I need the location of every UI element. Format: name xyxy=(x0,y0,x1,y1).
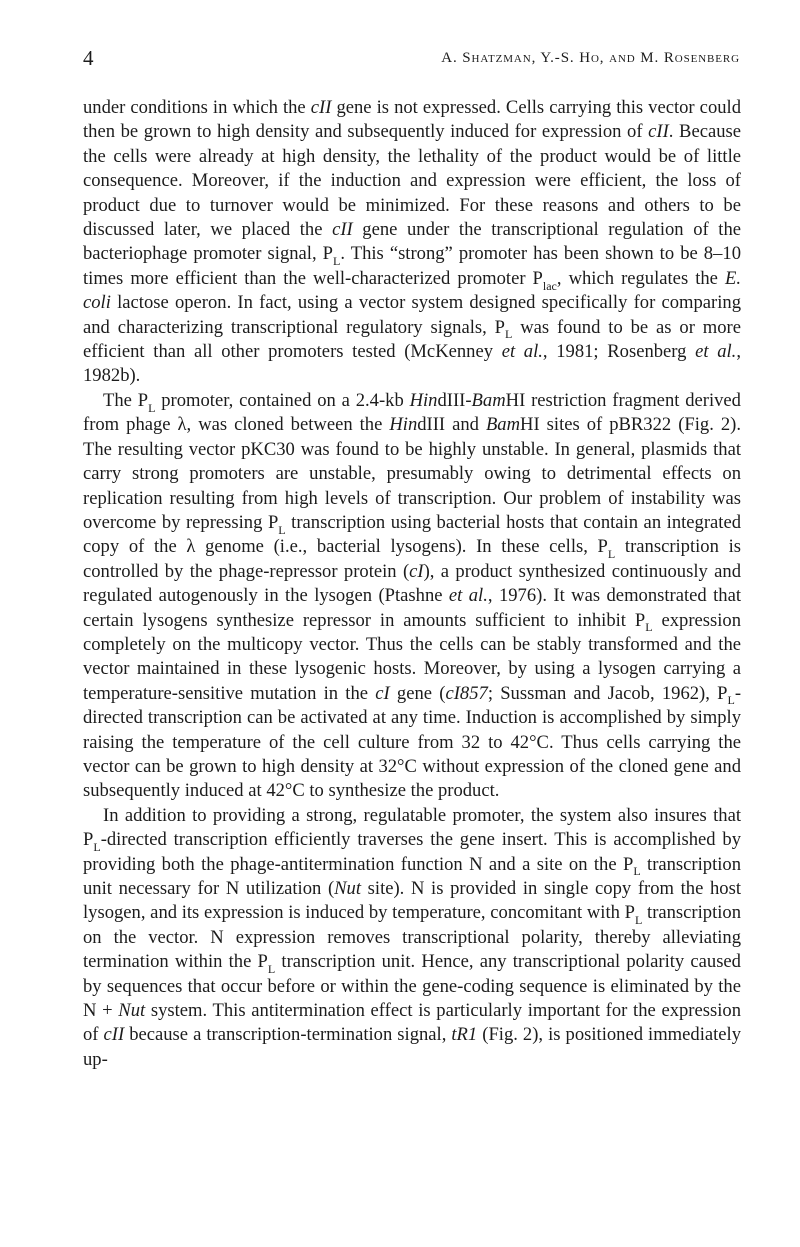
text-run: lactose operon. In fact, using a vector system designed specifically for comparing and characterizing transcriptional regulatory signals, P xyxy=(83,292,741,338)
italic-term: cI xyxy=(409,560,424,582)
text-run: dIII and xyxy=(417,414,486,436)
subscript: L xyxy=(607,547,616,562)
text-run: gene is not expressed. Cells carrying this vector could then be grown to high density and subsequently induced for expression of xyxy=(83,97,741,143)
italic-term: cII xyxy=(310,97,332,118)
running-head: A. Shatzman, Y.-S. Ho, and M. Rosenberg xyxy=(441,50,740,66)
italic-term: tR1 xyxy=(451,1024,478,1046)
paragraph xyxy=(83,804,741,1072)
italic-term: Nut xyxy=(118,1000,146,1022)
text-run: HI sites of pBR322 (Fig. 2). The resulting vector pKC30 was found to be highly unstable. In general, plasmids that carry strong promoters are unstable, presumably owing to detrimental effects on replication resulting from high levels of transcription. Our problem of instability was overcome by repressing P xyxy=(83,414,741,533)
paragraph xyxy=(83,389,741,804)
italic-term: et al. xyxy=(448,585,488,607)
text-run: ; Sussman and Jacob, 1962), P xyxy=(487,682,728,704)
text-run: transcription using bacterial hosts that contain an integrated copy of the λ genome (i.e., bacterial lysogens). In these cells, P xyxy=(83,511,741,558)
subscript: L xyxy=(333,254,341,269)
subscript: L xyxy=(505,327,513,342)
text-run: . Because the cells were already at high density, the lethality of the product would be of little consequence. Moreover, if the induction and expression were efficient, the loss of product due to turnover would be minimized. For these reasons and others to be discussed later, we placed the xyxy=(83,121,741,241)
subscript: L xyxy=(148,400,156,415)
text-run: transcription on the vector. N expression removes transcriptional polarity, thereby alleviating termination within the P xyxy=(83,902,741,973)
text-run: -directed transcription efficiently traverses the gene insert. This is accomplished by providing both the phage-antitermination function N and a site on the P xyxy=(83,829,741,875)
italic-term: cII xyxy=(103,1024,125,1046)
italic-term: et al. xyxy=(695,341,737,363)
text-run: transcription unit. Hence, any transcriptional polarity caused by sequences that occur before or within the gene-coding sequence is eliminated by the N + xyxy=(83,951,741,1022)
page-number: 4 xyxy=(83,46,94,70)
italic-term: Hin xyxy=(409,389,438,411)
text-run: gene ( xyxy=(389,682,446,704)
text-run: gene under the transcriptional regulation of the bacteriophage promoter signal, P xyxy=(83,219,741,265)
italic-term: Nut xyxy=(334,878,362,899)
text-run: under conditions in which the xyxy=(83,97,311,118)
text-run: because a transcription-termination signal, xyxy=(124,1024,452,1046)
subscript: L xyxy=(278,522,286,537)
italic-term: Hin xyxy=(389,414,418,436)
text-run: . This “strong” promoter has been shown to be 8–10 times more efficient than the well-characterized promoter P xyxy=(83,243,741,289)
italic-term: et al. xyxy=(501,341,543,363)
subscript: L xyxy=(727,693,735,708)
text-run: The P xyxy=(103,389,149,411)
text-run: site). N is provided in single copy from the host lysogen, and its expression is induced by temperature, concomitant with P xyxy=(83,878,741,924)
subscript: L xyxy=(634,913,643,928)
text-run: , 1982b). xyxy=(83,341,741,387)
text-run: transcription unit necessary for N utilization ( xyxy=(83,853,742,899)
text-run: , 1981; Rosenberg xyxy=(542,341,696,363)
text-run: ), a product synthesized continuously and regulated autogenously in the lysogen (Ptashne xyxy=(83,560,741,607)
text-run: (Fig. 2), is positioned immediately up- xyxy=(83,1024,741,1070)
subscript: L xyxy=(93,839,101,854)
paragraph xyxy=(83,96,741,389)
italic-term: cII xyxy=(648,121,669,143)
text-run: promoter, contained on a 2.4-kb xyxy=(155,389,410,411)
text-run: was found to be as or more efficient than all other promoters tested (McKenney xyxy=(83,316,742,363)
text-run: system. This antitermination effect is particularly important for the expression of xyxy=(83,1000,741,1046)
italic-term: E. coli xyxy=(83,267,741,314)
italic-term: Bam xyxy=(485,414,521,436)
text-run: dIII- xyxy=(437,389,472,411)
italic-term: cII xyxy=(332,219,353,241)
subscript: L xyxy=(645,620,653,635)
italic-term: cI xyxy=(375,682,390,704)
page-header xyxy=(83,46,740,76)
body-text xyxy=(83,96,741,1072)
text-run: , 1976). It was demonstrated that certain lysogens synthesize repressor in amounts sufficient to inhibit P xyxy=(83,585,741,631)
subscript: lac xyxy=(542,278,557,293)
text-run: , which regulates the xyxy=(556,267,725,289)
italic-term: cI857 xyxy=(445,682,488,704)
text-run: -directed transcription can be activated at any time. Induction is accomplished by simply raising the temperature of the cell culture from 32 to 42°C. Thus cells carrying the vector can be grown to high density at 32°C without expression of the cloned gene and subsequently induced at 42°C to synthesize the product. xyxy=(83,682,742,802)
text-run: HI restriction fragment derived from phage λ, was cloned between the xyxy=(83,389,741,436)
subscript: L xyxy=(267,961,276,976)
text-run: expression completely on the multicopy vector. Thus the cells can be stably transformed and the vector maintained in these lysogenic hosts. Moreover, by using a lysogen carrying a temperature-sensitive mutation in the xyxy=(83,609,742,704)
italic-term: Bam xyxy=(471,389,506,411)
subscript: L xyxy=(633,864,641,879)
text-run: transcription is controlled by the phage-repressor protein ( xyxy=(83,536,741,582)
text-run: In addition to providing a strong, regulatable promoter, the system also insures that P xyxy=(83,804,741,851)
